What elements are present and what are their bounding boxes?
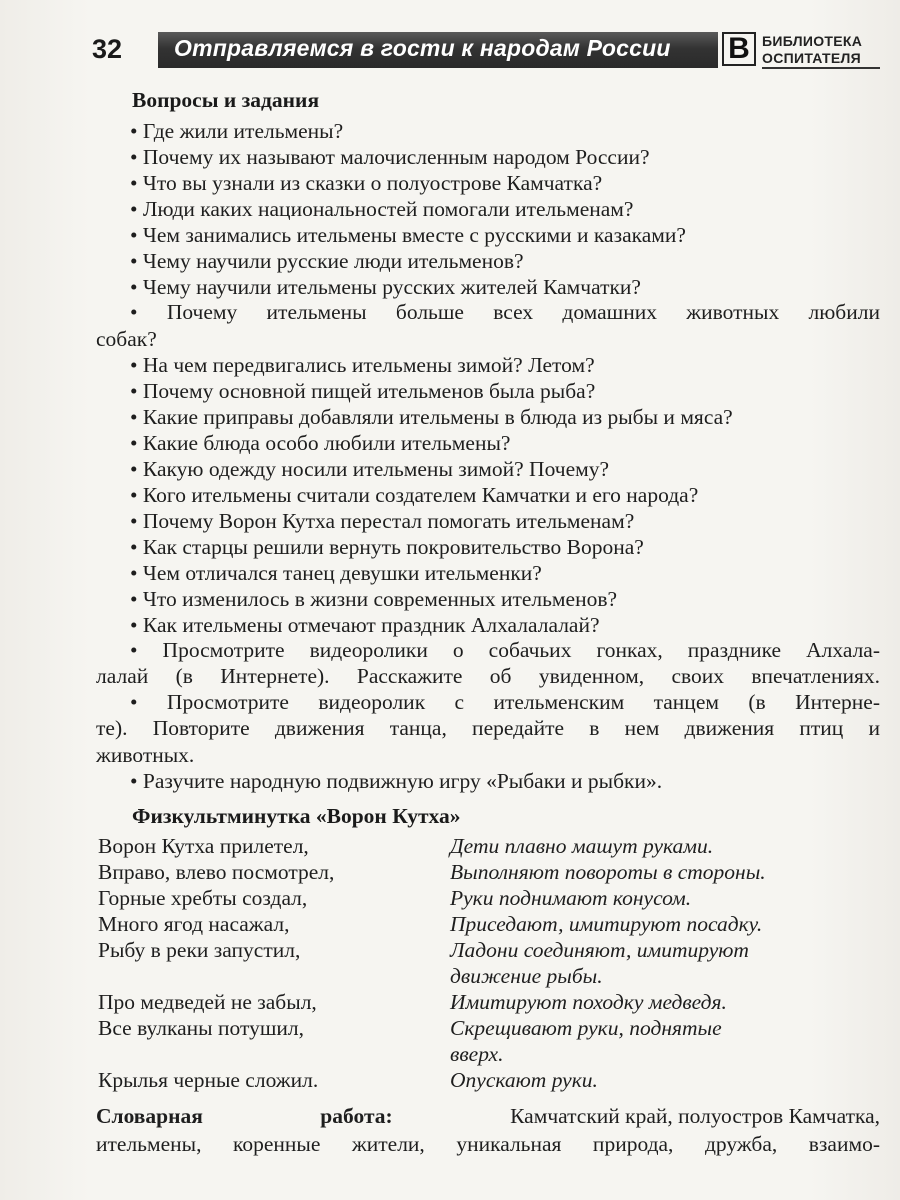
action-line: Скрещивают руки, поднятые [450, 1016, 722, 1040]
series-logo [722, 31, 882, 69]
questions-heading: Вопросы и задания [132, 88, 320, 112]
question-line: • Что вы узнали из сказки о полуострове Камчатка? [130, 171, 603, 195]
action-line: Ладони соединяют, имитируют [450, 938, 749, 962]
logo-letter: В [722, 32, 756, 66]
action-line: вверх. [450, 1042, 504, 1066]
logo-line-2: ОСПИТАТЕЛЯ [762, 50, 861, 66]
question-line: • Что изменилось в жизни современных ительменов? [130, 587, 618, 611]
question-line: • Почему основной пищей ительменов была рыба? [130, 379, 596, 403]
question-line: животных. [96, 743, 195, 767]
question-line: • Разучите народную подвижную игру «Рыбаки и рыбки». [130, 769, 663, 793]
running-header-title: Отправляемся в гости к народам России [174, 35, 671, 61]
question-line: • Какие блюда особо любили ительмены? [130, 431, 511, 455]
question-line: • Чем отличался танец девушки ительменки? [130, 561, 542, 585]
verse-line: Рыбу в реки запустил, [98, 938, 301, 962]
question-line: • Люди каких национальностей помогали ительменам? [130, 197, 634, 221]
vocabulary-label: Словарная работа: [96, 1104, 393, 1128]
action-line: Дети плавно машут руками. [450, 834, 714, 858]
question-line: • Почему их называют малочисленным народом России? [130, 145, 650, 169]
question-line: • Как старцы решили вернуть покровительство Ворона? [130, 535, 644, 559]
action-line: Имитируют походку медведя. [450, 990, 727, 1014]
question-line: • Где жили ительмены? [130, 119, 344, 143]
verse-line: Все вулканы потушил, [98, 1016, 305, 1040]
question-line: те). Повторите движения танца, передайте в нем движения птиц и [96, 716, 880, 740]
question-line: собак? [96, 327, 157, 351]
vocabulary-terms-1: Камчатский край, полуостров Камчатка, [510, 1104, 881, 1128]
verse-line: Крылья черные сложил. [98, 1068, 319, 1092]
running-header-bar [158, 32, 718, 68]
action-line: Выполняют повороты в стороны. [450, 860, 766, 884]
question-line: • Какие приправы добавляли ительмены в блюда из рыбы и мяса? [130, 405, 733, 429]
question-line: • Какую одежду носили ительмены зимой? Почему? [130, 457, 610, 481]
page-number: 32 [92, 34, 123, 64]
vocabulary-line-2: ительмены, коренные жители, уникальная природа, дружба, взаимо- [96, 1132, 880, 1156]
question-line: • Чему научили ительмены русских жителей Камчатки? [130, 275, 641, 299]
question-line: • Кого ительмены считали создателем Камчатки и его народа? [130, 483, 699, 507]
action-line: Опускают руки. [450, 1068, 598, 1092]
action-line: Руки поднимают конусом. [450, 886, 692, 910]
question-line: • Как ительмены отмечают праздник Алхалалалай? [130, 613, 600, 637]
exercise-heading: Физкультминутка «Ворон Кутха» [132, 804, 461, 828]
question-line: • Почему ительмены больше всех домашних животных любили [130, 300, 880, 324]
question-line: • На чем передвигались ительмены зимой? Летом? [130, 353, 595, 377]
question-line: лалай (в Интернете). Расскажите об увиденном, своих впечатлениях. [96, 664, 880, 688]
logo-line-1: БИБЛИОТЕКА [762, 33, 863, 49]
verse-line: Ворон Кутха прилетел, [98, 834, 309, 858]
verse-line: Много ягод насажал, [98, 912, 290, 936]
verse-line: Про медведей не забыл, [98, 990, 317, 1014]
action-line: движение рыбы. [450, 964, 603, 988]
question-line: • Чем занимались ительмены вместе с русскими и казаками? [130, 223, 686, 247]
logo-underline [762, 67, 880, 69]
verse-line: Вправо, влево посмотрел, [98, 860, 335, 884]
verse-line: Горные хребты создал, [98, 886, 308, 910]
question-line: • Просмотрите видеоролики о собачьих гонках, празднике Алхала- [130, 638, 880, 662]
question-line: • Просмотрите видеоролик с ительменским танцем (в Интерне- [130, 690, 880, 714]
action-line: Приседают, имитируют посадку. [450, 912, 763, 936]
vocabulary-line-1 [96, 1104, 880, 1129]
question-line: • Чему научили русские люди ительменов? [130, 249, 524, 273]
question-line: • Почему Ворон Кутха перестал помогать ительменам? [130, 509, 635, 533]
